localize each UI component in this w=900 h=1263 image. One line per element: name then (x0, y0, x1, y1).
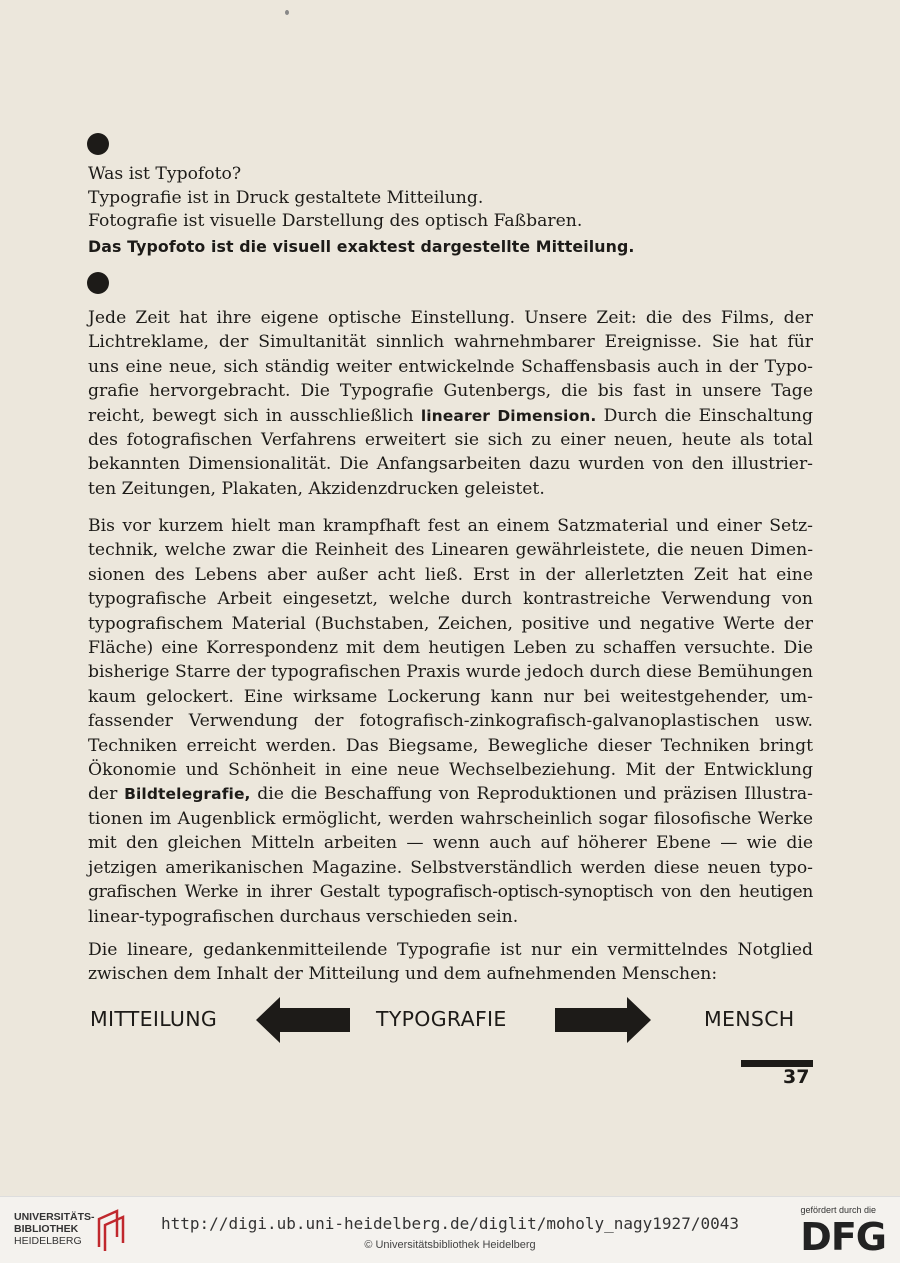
text-line: tionen im Augenblick ermöglicht, werden wahrscheinlich sogar filosofische Werke (88, 808, 813, 829)
text-line: technik, welche zwar die Reinheit des Linearen gewährleistete, die neuen Dimen- (88, 540, 813, 561)
text-line: jetzigen amerikanischen Magazine. Selbstverständlich werden diese neuen typo- (88, 857, 813, 878)
text-line (88, 404, 813, 428)
text-line: grafie hervorgebracht. Die Typografie Gutenbergs, die bis fast in unsere Tage (88, 381, 813, 402)
copyright-notice: © Universitätsbibliothek Heidelberg (364, 1239, 536, 1251)
text-line: Fläche) eine Korrespondenz mit dem heutigen Leben zu schaffen versuchte. Die (88, 638, 813, 659)
section-bullet-1 (87, 133, 109, 155)
permalink-url[interactable]: http://digi.ub.uni-heidelberg.de/diglit/moholy_nagy1927/0043 (161, 1214, 739, 1233)
text-line: bisherige Starre der typografischen Praxis wurde jedoch durch diese Bemühungen (88, 662, 813, 683)
text-line: Ökonomie und Schönheit in eine neue Wechselbeziehung. Mit der Entwicklung (88, 760, 813, 781)
text-line: Bis vor kurzem hielt man krampfhaft fest an einem Satzmaterial und einer Setz- (88, 516, 813, 536)
bold-statement: Das Typofoto ist die visuell exaktest dargestellte Mitteilung. (88, 236, 635, 256)
emphasis-bildtelegrafie: Bildtelegrafie, (124, 785, 251, 804)
arrow-left-icon (256, 997, 351, 1043)
section-bullet-2 (87, 272, 109, 294)
text-line: mit den gleichen Mitteln arbeiten — wenn auch auf höherer Ebene — wie die (88, 833, 813, 854)
logo-line: HEIDELBERG (14, 1235, 82, 1247)
emphasis-linear-dimension: linearer Dimension. (420, 406, 597, 425)
text-line: bekannten Dimensionalität. Die Anfangsarbeiten dazu wurden von den illustrier- (88, 454, 813, 475)
flow-label-mitteilung: MITTEILUNG (90, 1007, 218, 1031)
text-line: fassender Verwendung der fotografisch-zinkografisch-galvanoplastischen usw. (88, 711, 813, 732)
text-line: Die lineare, gedankenmitteilende Typografie ist nur ein vermittelndes Notglied (88, 940, 813, 960)
paragraph-1 (88, 306, 813, 501)
digitization-footer (0, 1196, 900, 1263)
text-line: Lichtreklame, der Simultanität sinnlich wahrnehmbarer Ereignisse. Sie hat für (88, 332, 813, 353)
logo-line: UNIVERSITÄTS- (14, 1211, 95, 1223)
text-line: kaum gelockert. Eine wirksame Lockerung kann nur bei weitestgehender, um- (88, 686, 813, 707)
page-number: 37 (783, 1066, 810, 1088)
arrow-right-icon (555, 997, 652, 1043)
text-segment: Durch die Einschaltung (603, 405, 813, 426)
text-line: ten Zeitungen, Plakaten, Akzidenzdrucken geleistet. (88, 478, 545, 499)
section-typofoto (88, 163, 813, 260)
dfg-logo[interactable]: DFG (800, 1215, 886, 1259)
paragraph-2 (88, 514, 813, 929)
text-line: Techniken erreicht werden. Das Biegsame, Bewegliche dieser Techniken bringt (88, 735, 813, 756)
paper-speck (285, 10, 289, 15)
text-line: Was ist Typofoto? (88, 164, 242, 184)
text-line: grafischen Werke in ihrer Gestalt typografisch-optisch-synoptisch von den heutigen (88, 882, 813, 903)
text-line: Typografie ist in Druck gestaltete Mitteilung. (88, 187, 484, 208)
text-line: Fotografie ist visuelle Darstellung des optisch Faßbaren. (88, 211, 583, 231)
paragraph-3 (88, 938, 813, 987)
text-segment: die die Beschaffung von Reproduktionen und präzisen Illustra- (257, 784, 813, 805)
flow-label-mensch: MENSCH (704, 1007, 795, 1031)
logo-line: BIBLIOTHEK (14, 1223, 79, 1235)
text-line: des fotografischen Verfahrens erweitert sie sich zu einer neuen, heute als total (88, 430, 813, 451)
text-line: typografische Arbeit eingesetzt, welche durch kontrastreiche Verwendung von (88, 589, 813, 610)
text-line: uns eine neue, sich ständig weiter entwickelnde Schaffensbasis auch in der Typo- (88, 356, 813, 377)
funding-caption: gefördert durch die (800, 1205, 876, 1215)
communication-flow-diagram (88, 997, 813, 1043)
text-line: sionen des Lebens aber außer acht ließ. Erst in der allerletzten Zeit hat eine (88, 564, 813, 585)
text-segment: der (88, 784, 118, 805)
flow-label-typografie: TYPOGRAFIE (376, 1007, 507, 1031)
text-line: zwischen dem Inhalt der Mitteilung und dem aufnehmenden Menschen: (88, 964, 718, 985)
text-line: linear-typografischen durchaus verschieden sein. (88, 906, 519, 927)
text-line: Jede Zeit hat ihre eigene optische Einstellung. Unsere Zeit: die des Films, der (88, 308, 813, 328)
text-line: typografischem Material (Buchstaben, Zeichen, positive und negative Werte der (88, 613, 813, 634)
text-segment: reicht, bewegt sich in ausschließlich (88, 405, 414, 426)
text-line (88, 782, 813, 806)
